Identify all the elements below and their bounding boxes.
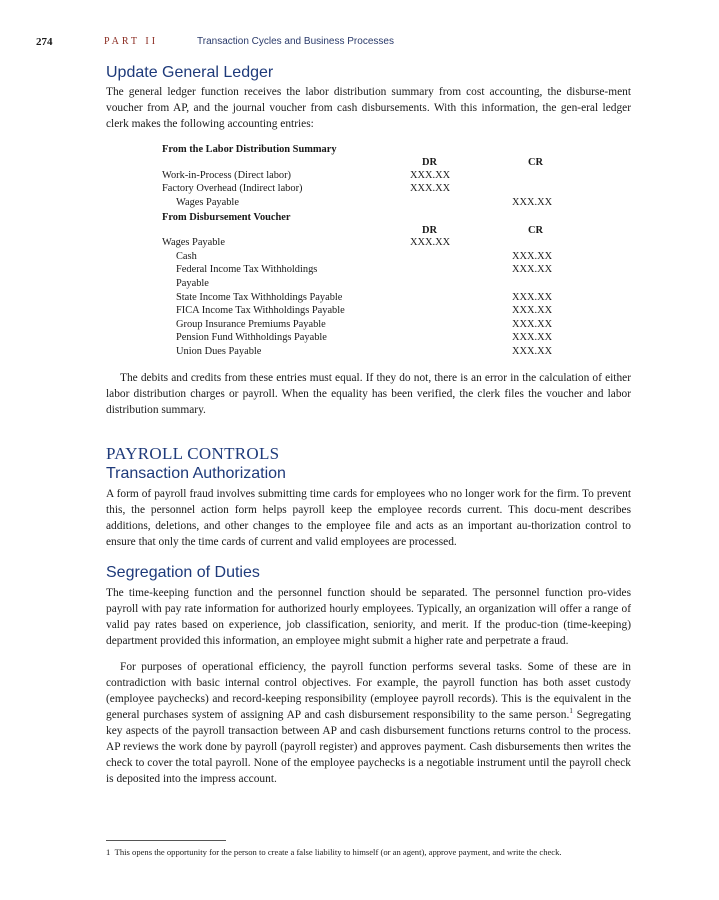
entries-block2-title: From Disbursement Voucher bbox=[162, 212, 291, 223]
entry-account: Union Dues Payable bbox=[176, 346, 262, 357]
page-number: 274 bbox=[36, 36, 53, 48]
paragraph-segregation-1: The time-keeping function and the personnel function should be separated. The personnel function pro-vides payroll with pay rate information for authorized hourly employees. Typically, an organization will offer a range of valid pay rates based on experience, job classification, seniority, and merit. If the produc-tion (time-keeping) department provided this information, an employee might submit a higher rate and perpetrate a fraud. bbox=[106, 587, 631, 647]
entry-cr: XXX.XX bbox=[512, 319, 553, 330]
entry-cr: XXX.XX bbox=[512, 305, 553, 316]
entry-cr: XXX.XX bbox=[512, 197, 553, 208]
heading-transaction-authorization: Transaction Authorization bbox=[106, 465, 286, 482]
paragraph-update-intro: The general ledger function receives the labor distribution summary from cost accounting, the disburse-ment voucher from AP, and the journal voucher from cash disbursements. With this information, the gen-eral ledger clerk makes the following accounting entries: bbox=[106, 86, 631, 130]
entry-cr: XXX.XX bbox=[512, 251, 553, 262]
entry-cr: XXX.XX bbox=[512, 264, 553, 275]
accounting-entries bbox=[162, 143, 582, 363]
entry-account: State Income Tax Withholdings Payable bbox=[176, 292, 343, 303]
footnote-number: 1 bbox=[106, 847, 111, 857]
footnote-text: This opens the opportunity for the person to create a false liability to himself (or an agent), approve payment, and write the check. bbox=[114, 847, 562, 857]
cr-header-1: CR bbox=[528, 157, 544, 168]
entry-account: Factory Overhead (Indirect labor) bbox=[162, 183, 303, 194]
entry-cr: XXX.XX bbox=[512, 332, 553, 343]
running-head bbox=[36, 36, 656, 50]
entry-account: Wages Payable bbox=[176, 197, 239, 208]
entry-account: FICA Income Tax Withholdings Payable bbox=[176, 305, 345, 316]
segregation-2-text-a: For purposes of operational efficiency, the payroll function performs several tasks. Some of these are in contradiction with basic internal control objectives. For example, the payroll function has both asset custody (employee paychecks) and record-keeping responsibility (employee payroll records). This is the equivalent in the general purchases system of assigning AP and cash disbursement responsibility to the same person. bbox=[106, 661, 631, 721]
part-title: Transaction Cycles and Business Processes bbox=[197, 36, 394, 47]
entry-cr: XXX.XX bbox=[512, 346, 553, 357]
entry-account: Wages Payable bbox=[162, 237, 225, 248]
entry-dr: XXX.XX bbox=[410, 170, 451, 181]
entry-account: Federal Income Tax Withholdings bbox=[176, 264, 318, 275]
paragraph-segregation-2 bbox=[106, 659, 631, 787]
paragraph-update-closing: The debits and credits from these entries must equal. If they do not, there is an error in the calculation of either labor distribution charges or payroll. When the equality has been verified, the clerk files the voucher and labor distribution summary. bbox=[106, 372, 631, 416]
paragraph-transaction-authorization: A form of payroll fraud involves submitting time cards for employees who no longer work for the firm. To prevent this, the personnel action form helps payroll keep the employee records current. This docu-ment describes additions, deletions, and other changes to the employee file and acts as an important au-thorization control to ensure that only the time cards of current and valid employees are processed. bbox=[106, 488, 631, 548]
part-label: PART II bbox=[104, 36, 159, 47]
heading-update-general-ledger: Update General Ledger bbox=[106, 64, 274, 81]
cr-header-2: CR bbox=[528, 225, 544, 236]
entry-account: Work-in-Process (Direct labor) bbox=[162, 170, 291, 181]
entry-dr: XXX.XX bbox=[410, 237, 451, 248]
footnote-reference[interactable]: 1 bbox=[569, 707, 573, 716]
segregation-2-text-b: Segregating key aspects of the payroll transaction between AP and cash disbursement functions returns control to the process. AP reviews the work done by payroll (payroll register) and approves payment. Cash disbursements then writes the check to cover the total payroll. None of the employee paychecks is a negotiable instrument until the payroll check is deposited into the impress account. bbox=[106, 709, 631, 785]
heading-segregation-of-duties: Segregation of Duties bbox=[106, 564, 260, 581]
footnote-divider bbox=[106, 840, 226, 841]
dr-header-1: DR bbox=[422, 157, 438, 168]
entry-cr: XXX.XX bbox=[512, 292, 553, 303]
dr-header-2: DR bbox=[422, 225, 438, 236]
entry-account: Cash bbox=[176, 251, 197, 262]
entry-account: Payable bbox=[176, 278, 209, 289]
entries-block1-title: From the Labor Distribution Summary bbox=[162, 144, 337, 155]
entry-account: Pension Fund Withholdings Payable bbox=[176, 332, 327, 343]
entry-dr: XXX.XX bbox=[410, 183, 451, 194]
heading-payroll-controls: PAYROLL CONTROLS bbox=[106, 444, 280, 463]
entry-account: Group Insurance Premiums Payable bbox=[176, 319, 326, 330]
footnote bbox=[106, 847, 646, 858]
